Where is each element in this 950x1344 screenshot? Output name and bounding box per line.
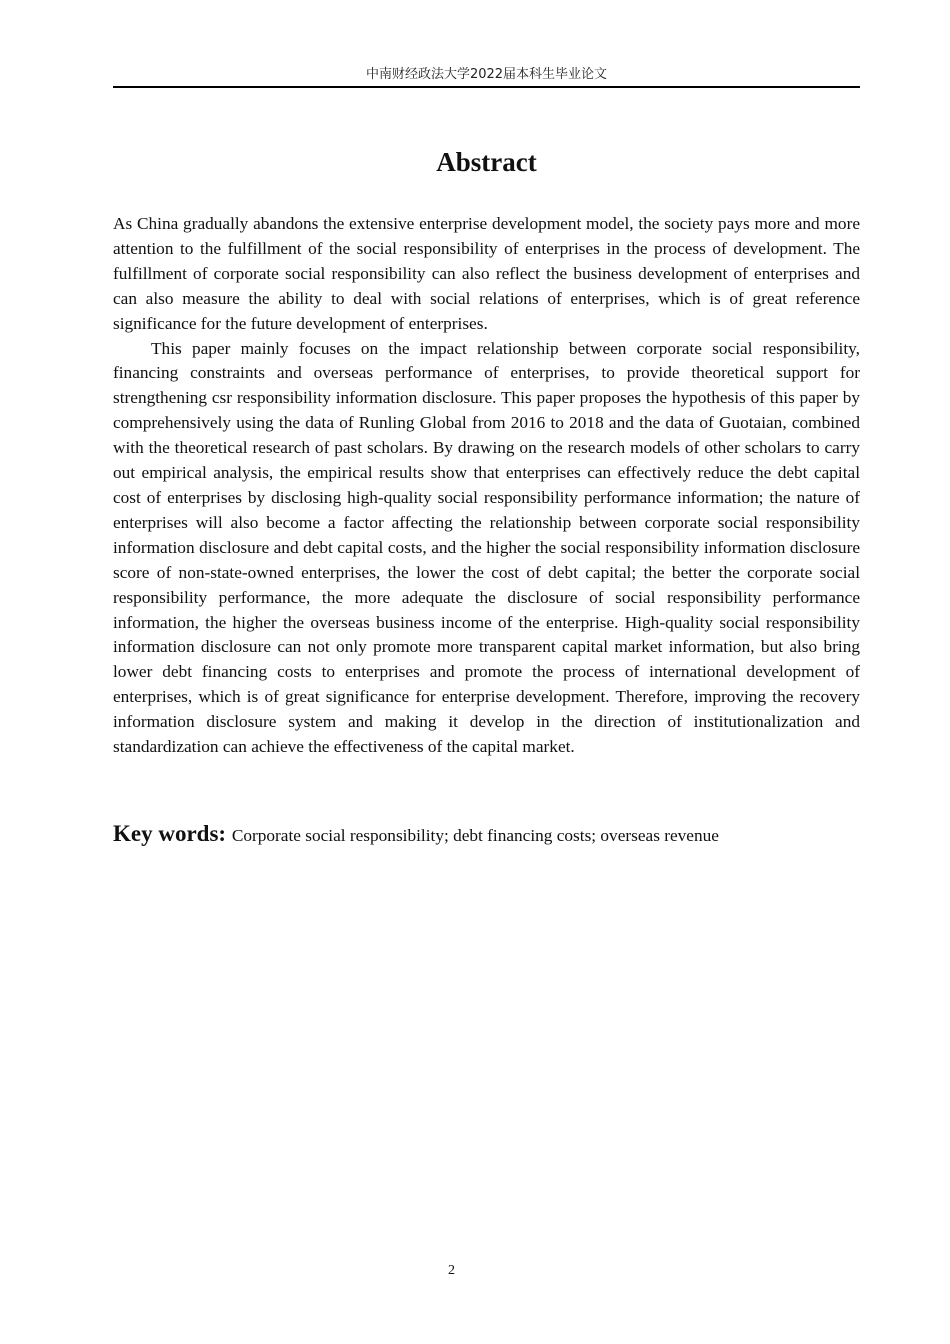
page-header	[113, 66, 860, 88]
header-text: 中南财经政法大学2022届本科生毕业论文	[365, 67, 608, 82]
abstract-paragraph-2: This paper mainly focuses on the impact relationship between corporate social responsibility, financing constraints and overseas performance of enterprises, to provide theoretical support for strengthening csr responsibility information disclosure. This paper proposes the hypothesis of this paper by comprehensively using the data of Runling Global from 2016 to 2018 and the data of Guotaian, combined with the theoretical research of past scholars. By drawing on the research models of other scholars to carry out empirical analysis, the empirical results show that enterprises can effectively reduce the debt capital cost of enterprises by disclosing high-quality social responsibility performance information; the nature of enterprises will also become a factor affecting the relationship between corporate social responsibility information disclosure and debt capital costs, and the higher the social responsibility information disclosure score of non-state-owned enterprises, the lower the cost of debt capital; the better the corporate social responsibility performance, the more adequate the disclosure of social responsibility performance information, the higher the overseas business income of the enterprise. High-quality social responsibility information disclosure can not only promote more transparent capital market information, but also bring lower debt financing costs to enterprises and promote the process of international development of enterprises, which is of great significance for enterprise development. Therefore, improving the recovery information disclosure system and making it develop in the direction of institutionalization and standardization can achieve the effectiveness of the capital market.	[113, 338, 860, 757]
page-number-text: 2	[448, 1263, 455, 1278]
abstract-body	[113, 212, 860, 760]
keywords-text: Corporate social responsibility; debt financing costs; overseas revenue	[231, 826, 719, 845]
page-number	[113, 1262, 790, 1280]
keywords	[113, 818, 860, 852]
abstract-paragraph-1: As China gradually abandons the extensive enterprise development model, the society pays more and more attention to the fulfillment of the social responsibility of enterprises in the process of development. The fulfillment of corporate social responsibility can also reflect the business development of enterprises and can also measure the ability to deal with social relations of enterprises, which is of great reference significance for the future development of enterprises.	[113, 214, 860, 333]
keywords-label: Key words:	[113, 821, 232, 846]
abstract-title: Abstract	[436, 147, 537, 177]
